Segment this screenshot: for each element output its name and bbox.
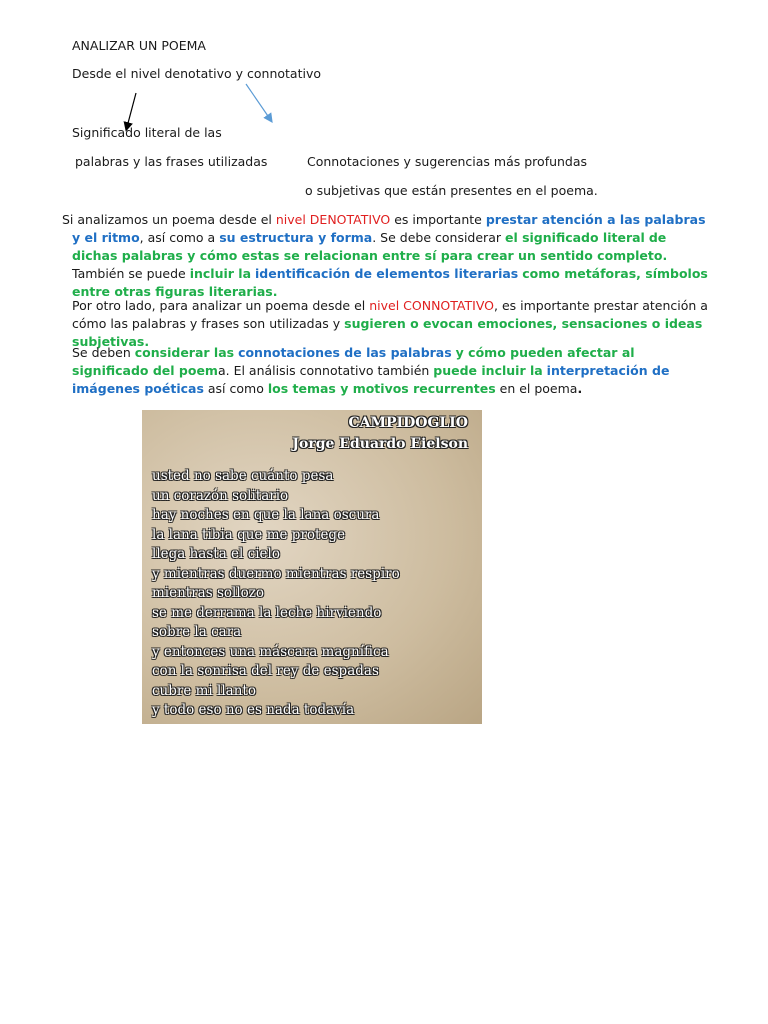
poem-line: cubre mi llanto [152, 682, 256, 699]
poem-line: la lana tibia que me protege [152, 526, 346, 543]
poem-author: Jorge Eduardo Eielson [292, 436, 468, 452]
poem-image [142, 410, 482, 724]
doc-subtitle: Desde el nivel denotativo y connotativo [72, 66, 322, 81]
poem-line: usted no sabe cuánto pesa [152, 468, 334, 484]
arrow-to-connotations [246, 84, 270, 119]
left-branch-line-1: Significado literal de las [72, 125, 222, 140]
doc-title: ANALIZAR UN POEMA [72, 38, 206, 53]
poem-line: con la sonrisa del rey de espadas [152, 663, 379, 679]
poem-line: y mientras duermo mientras respiro [152, 565, 400, 582]
right-branch-line-2: o subjetivas que están presentes en el poema. [305, 183, 598, 198]
poem-line: y entonces una máscara magnífica [152, 643, 389, 660]
poem-line: sobre la cara [152, 624, 242, 640]
poem-line: un corazón solitario [152, 487, 289, 504]
arrow-to-literal [127, 93, 136, 127]
left-branch-line-2: palabras y las frases utilizadas [75, 154, 268, 169]
paragraph-denotative: Si analizamos un poema desde el nivel DENOTATIVO es importante prestar atención a las palabras y el ritmo, así como a su estructura y forma. Se debe considerar el significado literal de dichas palabras y cómo estas se relacionan entre sí para crear un sentido completo. También se puede incluir la identificación de elementos literarias como metáforas, símbolos entre otras figuras literarias. [62, 212, 708, 299]
right-branch-line-1: Connotaciones y sugerencias más profundas [307, 154, 588, 169]
paragraph-connotative: Por otro lado, para analizar un poema desde el nivel CONNOTATIVO, es importante prestar atención a cómo las palabras y frases son utilizadas y sugieren o evocan emociones, sensaciones o ideas subjetivas. [72, 298, 708, 349]
poem-line: hay noches en que la lana oscura [152, 507, 380, 523]
poem-line: y todo eso no es nada todavía [152, 702, 355, 718]
poem-line: mientras sollozo [152, 585, 265, 601]
poem-title: CAMPIDOGLIO [348, 415, 468, 431]
paragraph-connotative-analysis: Se deben considerar las connotaciones de las palabras y cómo pueden afectar al significado del poema. El análisis connotativo también puede incluir la interpretación de imágenes poéticas así como los temas y motivos recurrentes en el poema. [72, 345, 670, 396]
poem-line: llega hasta el cielo [152, 546, 280, 562]
poem-line: se me derrama la leche hirviendo [152, 604, 382, 621]
